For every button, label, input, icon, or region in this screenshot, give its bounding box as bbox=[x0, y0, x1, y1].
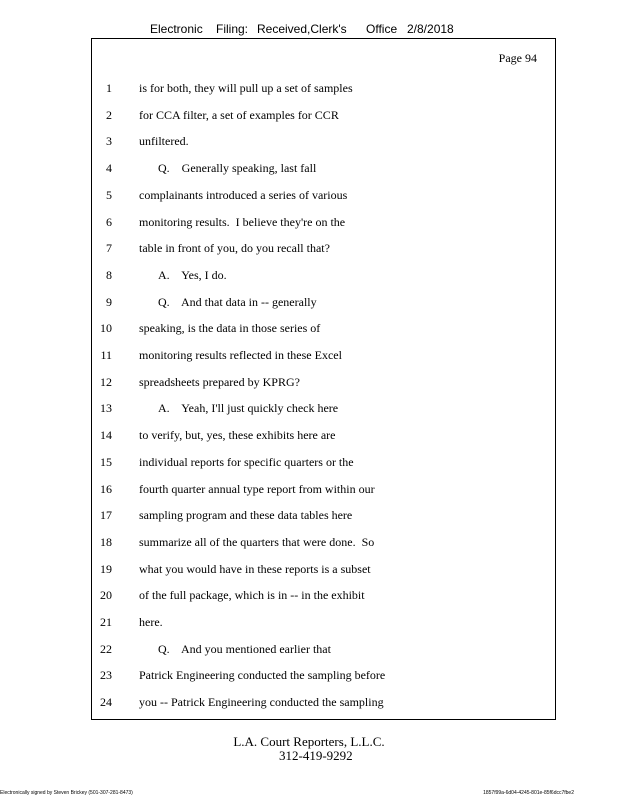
line-text: individual reports for specific quarters or the bbox=[139, 454, 354, 469]
header-word-received: Received,Clerk's bbox=[257, 22, 347, 36]
header-word-filing: Filing: bbox=[216, 22, 249, 36]
line-text: to verify, but, yes, these exhibits here are bbox=[139, 428, 336, 443]
line-text: for CCA filter, a set of examples for CCR bbox=[139, 107, 339, 122]
line-text: Q. And that data in -- generally bbox=[158, 294, 317, 309]
filing-stamp-header bbox=[0, 22, 618, 38]
document-id: 1857f99a-6d04-4245-801e-85f6dcc7fbe2 bbox=[483, 790, 574, 796]
line-number: 9 bbox=[106, 294, 112, 309]
line-number: 12 bbox=[100, 374, 112, 389]
transcript-line bbox=[92, 321, 557, 337]
header-word-office: Office bbox=[366, 22, 398, 36]
line-text: spreadsheets prepared by KPRG? bbox=[139, 374, 300, 389]
transcript-line bbox=[92, 695, 557, 711]
line-number: 11 bbox=[100, 348, 112, 362]
line-text: Q. Generally speaking, last fall bbox=[158, 161, 317, 176]
line-number: 3 bbox=[106, 134, 112, 149]
line-number: 6 bbox=[106, 214, 112, 229]
line-number: 18 bbox=[100, 534, 112, 549]
page-number: Page 94 bbox=[498, 51, 537, 65]
line-number: 2 bbox=[106, 107, 112, 122]
electronic-signature-note: Electronically signed by Steven Brickey (501-307-281-8473) bbox=[0, 790, 133, 796]
line-text: A. Yes, I do. bbox=[158, 267, 227, 282]
transcript-line bbox=[92, 81, 557, 97]
transcript-line bbox=[92, 668, 557, 684]
transcript-line bbox=[92, 428, 557, 444]
line-text: is for both, they will pull up a set of samples bbox=[139, 81, 353, 95]
transcript-line bbox=[92, 508, 557, 524]
header-word-electronic: Electronic bbox=[150, 22, 203, 36]
transcript-line bbox=[92, 215, 557, 231]
transcript-line bbox=[92, 455, 557, 471]
line-text: of the full package, which is in -- in the exhibit bbox=[139, 588, 365, 603]
line-number: 17 bbox=[100, 508, 112, 523]
line-text: Q. And you mentioned earlier that bbox=[158, 641, 331, 656]
line-number: 10 bbox=[100, 321, 112, 336]
transcript-line bbox=[92, 615, 557, 631]
line-number: 16 bbox=[100, 481, 112, 496]
transcript-line bbox=[92, 241, 557, 257]
transcript-line bbox=[92, 642, 557, 658]
line-number: 24 bbox=[100, 695, 112, 710]
transcript-line bbox=[92, 401, 557, 417]
line-number: 1 bbox=[106, 81, 112, 95]
transcript-line bbox=[92, 295, 557, 311]
line-text: Patrick Engineering conducted the sampling before bbox=[139, 668, 386, 683]
line-number: 23 bbox=[100, 668, 112, 683]
line-text: speaking, is the data in those series of bbox=[139, 321, 321, 336]
footer-company: L.A. Court Reporters, L.L.C. bbox=[233, 734, 385, 749]
line-number: 4 bbox=[106, 161, 112, 176]
transcript-line bbox=[92, 562, 557, 578]
line-number: 21 bbox=[100, 615, 112, 629]
transcript-line bbox=[92, 482, 557, 498]
line-number: 22 bbox=[100, 641, 112, 656]
line-text: what you would have in these reports is a subset bbox=[139, 561, 371, 576]
line-text: summarize all of the quarters that were done. So bbox=[139, 534, 375, 549]
transcript-page bbox=[91, 38, 556, 720]
transcript-line bbox=[92, 588, 557, 604]
line-number: 8 bbox=[106, 267, 112, 282]
line-text: A. Yeah, I'll just quickly check here bbox=[158, 401, 339, 416]
line-text: unfiltered. bbox=[139, 134, 189, 149]
transcript-line bbox=[92, 268, 557, 284]
line-number: 20 bbox=[100, 588, 112, 603]
transcript-line bbox=[92, 188, 557, 204]
line-text: here. bbox=[139, 615, 163, 629]
line-text: sampling program and these data tables here bbox=[139, 508, 353, 523]
line-text: complainants introduced a series of various bbox=[139, 187, 348, 202]
transcript-line bbox=[92, 108, 557, 124]
line-text: monitoring results reflected in these Excel bbox=[139, 348, 342, 362]
transcript-line bbox=[92, 161, 557, 177]
footer-phone: 312-419-9292 bbox=[279, 748, 353, 763]
transcript-line bbox=[92, 535, 557, 551]
line-text: monitoring results. I believe they're on the bbox=[139, 214, 346, 229]
line-text: table in front of you, do you recall that? bbox=[139, 241, 330, 256]
line-number: 19 bbox=[100, 561, 112, 576]
line-number: 15 bbox=[100, 454, 112, 469]
line-number: 14 bbox=[100, 428, 112, 443]
transcript-line bbox=[92, 375, 557, 391]
header-date: 2/8/2018 bbox=[407, 22, 454, 36]
line-text: fourth quarter annual type report from within our bbox=[139, 481, 375, 496]
transcript-line bbox=[92, 134, 557, 150]
line-text: you -- Patrick Engineering conducted the sampling bbox=[139, 695, 384, 710]
line-number: 5 bbox=[106, 187, 112, 202]
transcript-line bbox=[92, 348, 557, 364]
line-number: 13 bbox=[100, 401, 112, 416]
line-number: 7 bbox=[106, 241, 112, 256]
